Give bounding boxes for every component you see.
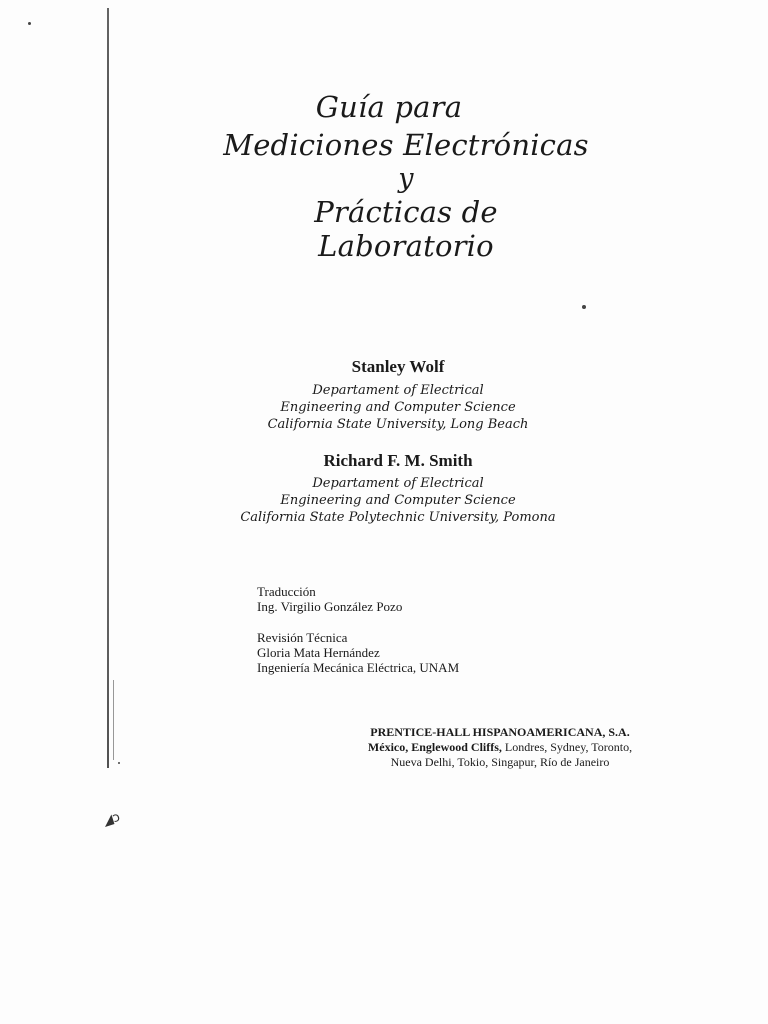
scan-speck [582,305,586,309]
scan-speck [118,762,120,764]
title-line-1: Guía para [315,90,463,124]
publisher-cities-line-2: Nueva Delhi, Tokio, Singapur, Río de Janeiro [390,755,610,769]
publisher-cities [330,740,670,755]
review-credit [257,630,459,675]
publisher-cities-rest: Londres, Sydney, Toronto, [501,740,633,754]
affiliation-line: California State Polytechnic University, Pomona [240,510,556,525]
publisher-cities-bold: México, Englewood Cliffs, [367,740,502,754]
publisher-block [330,725,670,770]
author-name: Richard F. M. Smith [323,451,473,470]
title-line-3: y [398,163,414,194]
translation-credit [257,584,402,614]
title-line-4: Prácticas de [314,195,498,229]
scan-speck [28,22,31,25]
title-line-5: Laboratorio [318,229,494,263]
translation-label: Traducción [257,584,316,599]
affiliation-line: Departament of Electrical [312,383,484,398]
translator-name: Ing. Virgilio González Pozo [257,599,403,614]
author-affiliation [14,382,768,433]
author-affiliation [14,475,768,526]
reviewer-institution: Ingeniería Mecánica Eléctrica, UNAM [257,660,460,675]
reviewer-name: Gloria Mata Hernández [257,645,380,660]
affiliation-line: Departament of Electrical [312,476,484,491]
title-line-2: Mediciones Electrónicas [223,128,589,162]
margin-mark: ◢ɔ [101,809,123,830]
review-label: Revisión Técnica [257,630,348,645]
binding-edge-line-secondary [113,680,114,760]
author-name: Stanley Wolf [351,357,445,376]
affiliation-line: Engineering and Computer Science [280,493,516,508]
affiliation-line: California State University, Long Beach [267,417,529,432]
affiliation-line: Engineering and Computer Science [280,400,516,415]
publisher-name: PRENTICE-HALL HISPANOAMERICANA, S.A. [370,725,630,739]
